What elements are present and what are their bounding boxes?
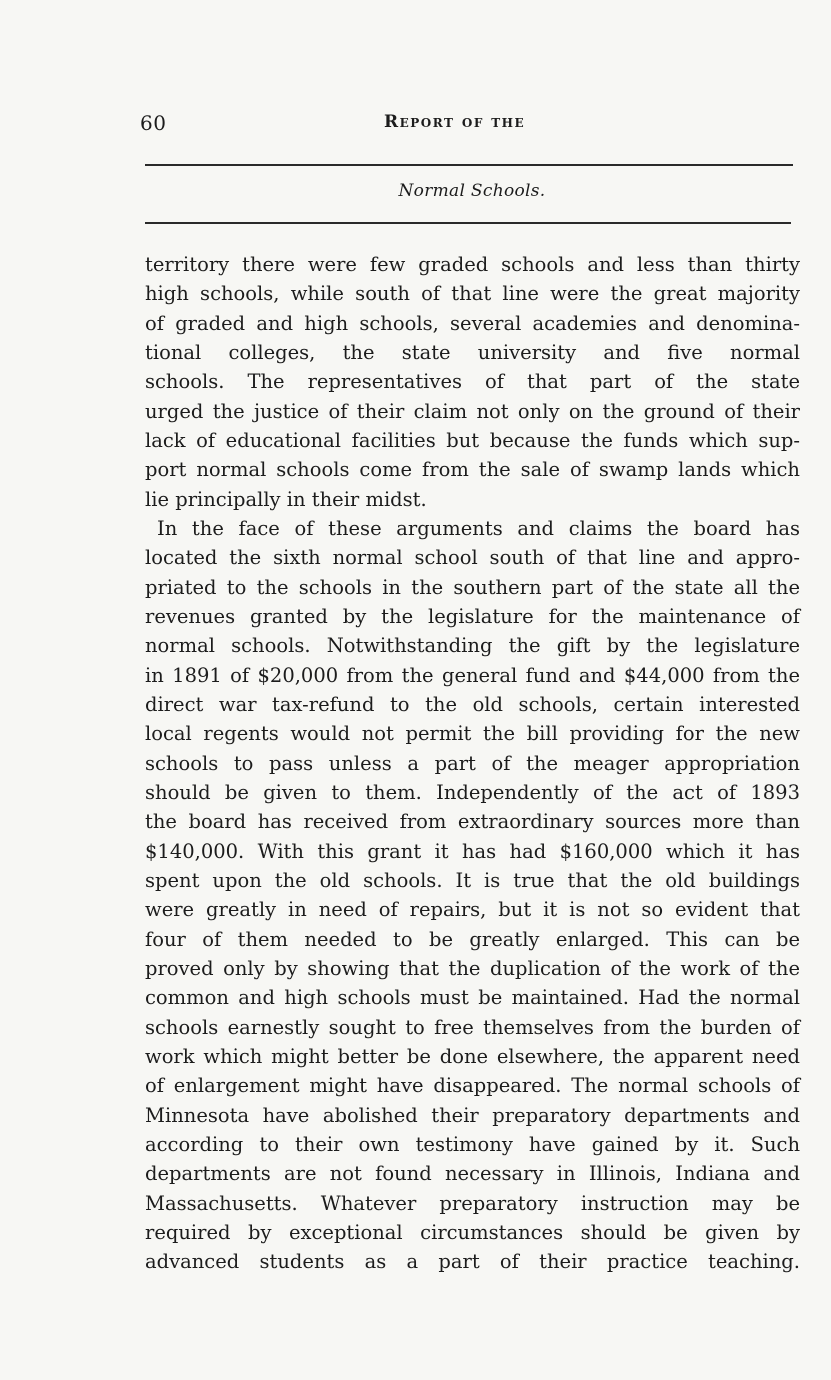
running-head: Report of the [384, 112, 526, 132]
text-line: revenues granted by the legislature for the maintenance of [145, 604, 800, 628]
text-line: the board has received from extraordinary sources more than [145, 810, 800, 834]
text-line: Massachusetts. Whatever preparatory instruction may be [145, 1191, 800, 1215]
text-line: common and high schools must be maintained. Had the normal [145, 986, 800, 1010]
text-line: required by exceptional circumstances should be given by [145, 1220, 800, 1244]
text-line: proved only by showing that the duplication of the work of the [145, 956, 800, 980]
header-rule-bottom [145, 222, 791, 224]
text-line: schools earnestly sought to free themselves from the burden of [145, 1015, 800, 1039]
text-line: schools. The representatives of that part of the state [145, 370, 800, 394]
text-line: should be given to them. Independently of the act of 1893 [145, 780, 800, 804]
text-line: four of them needed to be greatly enlarged. This can be [145, 927, 800, 951]
text-line: advanced students as a part of their practice teaching. [145, 1250, 800, 1274]
text-line: priated to the schools in the southern part of the state all the [145, 575, 800, 599]
header-rule-top [145, 164, 793, 166]
text-line: high schools, while south of that line were the great majority [145, 282, 800, 306]
text-line: territory there were few graded schools and less than thirty [145, 253, 800, 276]
text-line: were greatly in need of repairs, but it is not so evident that [145, 898, 800, 922]
body-text [145, 250, 800, 1276]
paragraph-end-line: lie principally in their midst. [145, 487, 427, 511]
text-line: urged the justice of their claim not only on the ground of their [145, 399, 800, 423]
text-line: spent upon the old schools. It is true that the old buildings [145, 868, 800, 892]
text-line: in 1891 of $20,000 from the general fund and $44,000 from the [145, 663, 800, 687]
text-line: schools to pass unless a part of the meager appropriation [145, 751, 800, 775]
text-line: of enlargement might have disappeared. The normal schools of [145, 1074, 800, 1098]
text-line: located the sixth normal school south of that line and appro- [145, 546, 800, 570]
text-line: departments are not found necessary in Illinois, Indiana and [145, 1162, 800, 1186]
text-line: $140,000. With this grant it has had $160,000 which it has [145, 839, 800, 863]
text-line: direct war tax-refund to the old schools, certain interested [145, 692, 800, 716]
paragraph-start-line: In the face of these arguments and claims the board has [157, 516, 800, 540]
text-line: port normal schools come from the sale of swamp lands which [145, 458, 800, 482]
page-number: 60 [140, 111, 167, 135]
text-line: tional colleges, the state university and five normal [145, 340, 800, 364]
section-title: Normal Schools. [398, 181, 546, 201]
text-line: work which might better be done elsewhere, the apparent need [145, 1044, 800, 1068]
text-line: according to their own testimony have gained by it. Such [145, 1132, 800, 1156]
text-line: normal schools. Notwithstanding the gift by the legislature [145, 634, 800, 658]
text-line: lack of educational facilities but because the funds which sup- [145, 428, 800, 452]
text-line: local regents would not permit the bill providing for the new [145, 722, 800, 746]
text-line: of graded and high schools, several academies and denomina- [145, 311, 800, 335]
text-line: Minnesota have abolished their preparatory departments and [145, 1103, 800, 1127]
